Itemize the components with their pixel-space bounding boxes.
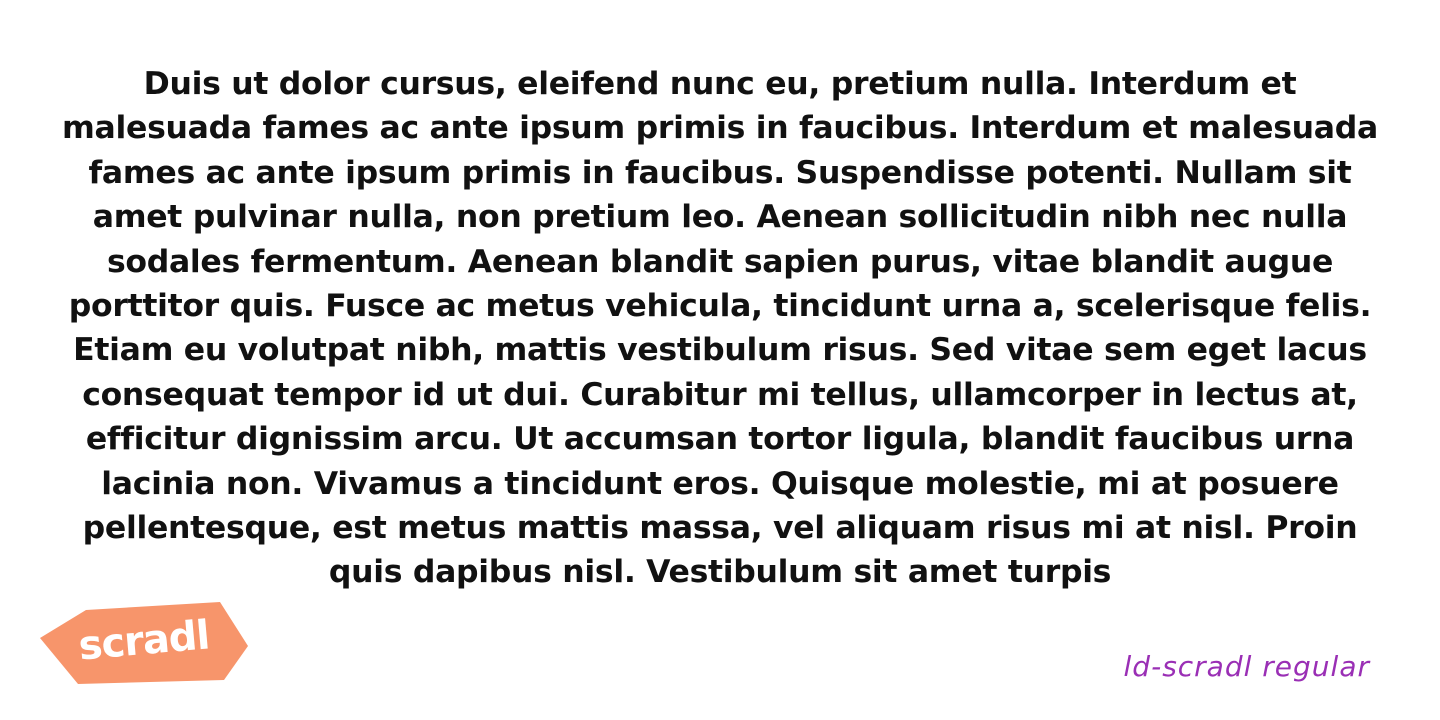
brand-logo — [38, 600, 250, 686]
font-name-label: ld-scradl regular — [1123, 650, 1370, 683]
specimen-paragraph: Duis ut dolor cursus, eleifend nunc eu, pretium nulla. Interdum et malesuada fames ac ante ipsum primis in faucibus. Interdum et malesuada fames ac ante ipsum primis in faucibus. Suspendisse potenti. Nullam sit amet pulvinar nulla, non pretium leo. Aenean sollicitudin nibh nec nulla sodales fermentum. Aenean blandit sapien purus, vitae blandit augue porttitor quis. Fusce ac metus vehicula, tincidunt urna a, scelerisque felis. Etiam eu volutpat nibh, mattis vestibulum risus. Sed vitae sem eget lacus consequat tempor id ut dui. Curabitur mi tellus, ullamcorper in lectus at, efficitur dignissim arcu. Ut accumsan tortor ligula, blandit faucibus urna lacinia non. Vivamus a tincidunt eros. Quisque molestie, mi at posuere pellentesque, est metus mattis massa, vel aliquam risus mi at nisl. Proin quis dapibus nisl. Vestibulum sit amet turpis — [62, 66, 1378, 591]
logo-wordmark: scradl — [76, 612, 211, 670]
